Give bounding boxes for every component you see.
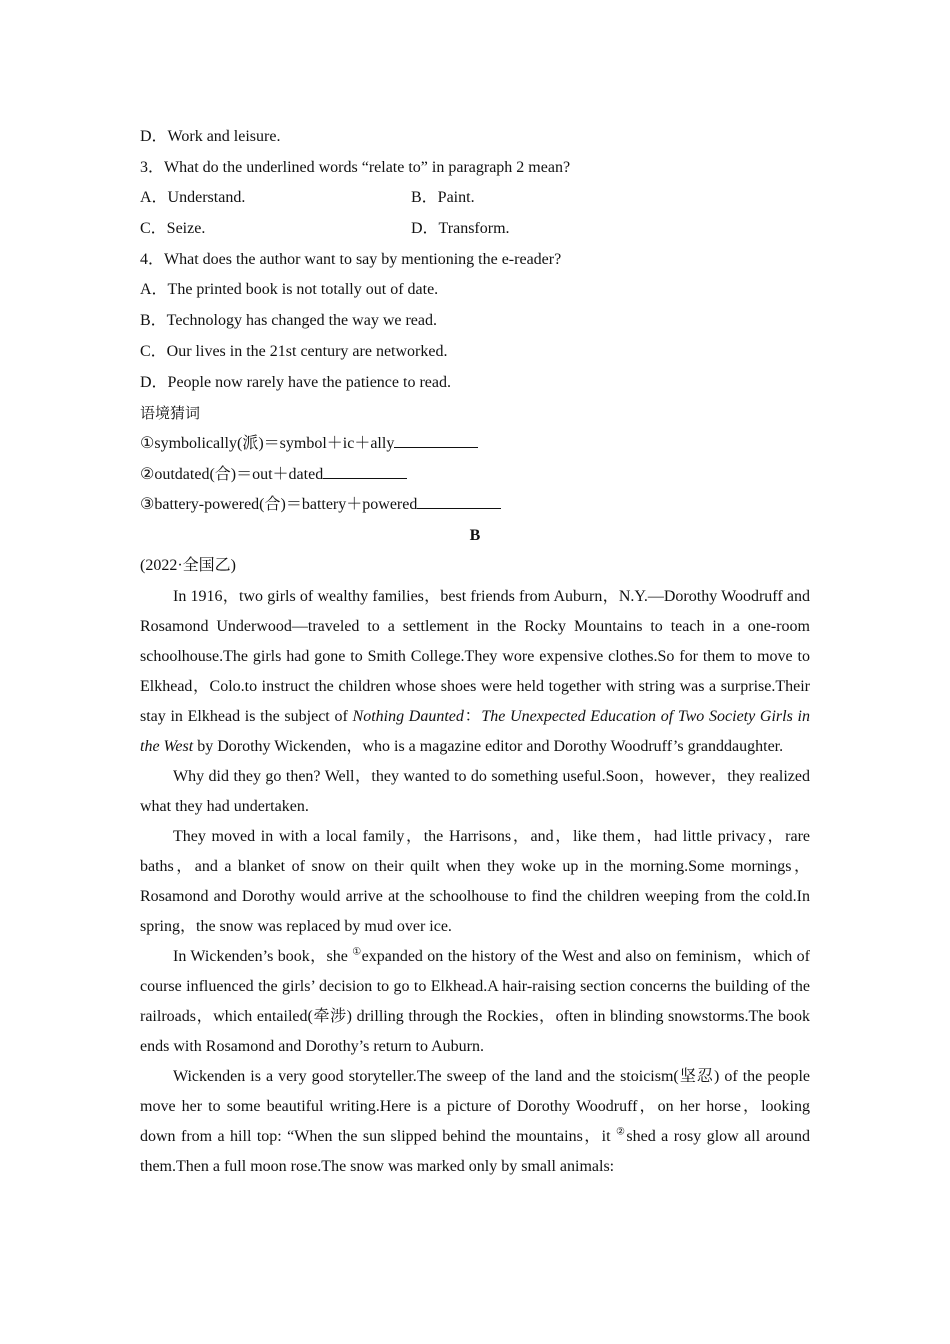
- paragraph-1: [140, 582, 810, 762]
- paragraph-text: In 1916，two girls of wealthy families，best friends from Auburn，N.Y.—Dorothy Woodruff and Rosamond Underwood—traveled to a settlement in the Rocky Mountains to teach in a one-room schoolhouse.The girls had gone to Smith College.They wore expensive clothes.So for them to move to Elkhead，Colo.to instruct the children whose shoes were held together with string was a surprise.Their stay in Elkhead is the subject of: [140, 587, 810, 725]
- q2-option-d: D．Work and leisure.: [140, 128, 281, 145]
- q4-option-b: B．Technology has changed the way we read.: [140, 312, 438, 330]
- paragraph-text: expanded on the history of the West and also on feminism，which of course influenced the girls’ decision to go to Elkhead.A hair-raising section concerns the building of the railroads，which entailed(牵涉) drilling through the Rockies，often in blinding snowstorms.The book ends with Rosamond and Dorothy’s return to Auburn.: [140, 947, 810, 1055]
- book-title: Nothing Daunted: [352, 707, 464, 725]
- answer-blank: [323, 460, 407, 479]
- paragraph-5: [140, 1062, 810, 1182]
- vocab-item-2: [140, 460, 810, 491]
- punctuation: ：: [463, 707, 482, 725]
- q4-option-a: A．The printed book is not totally out of date.: [140, 281, 439, 299]
- q3-options-row-2: [140, 214, 810, 245]
- vocab-heading: 语境猜词: [140, 404, 201, 423]
- q3-option-c: C．Seize.: [140, 220, 206, 238]
- document-page: [140, 122, 810, 1182]
- paragraph-text: by Dorothy Wickenden，who is a magazine editor and Dorothy Woodruff’s granddaughter.: [193, 737, 784, 755]
- q3-stem: 3．What do the underlined words “relate to” in paragraph 2 mean?: [140, 158, 571, 176]
- vocab-item-1: [140, 429, 810, 460]
- q3-options-row-1: [140, 183, 810, 214]
- vocab-item-3: [140, 490, 810, 521]
- vocab-item-text: ②outdated(合)＝out＋dated: [140, 465, 324, 483]
- book-subtitle: The Unexpected Education of Two Society Girls in the West: [140, 707, 810, 755]
- paragraph-2: Why did they go then? Well，they wanted to do something useful.Soon，however，they realized what they had undertaken.: [140, 767, 810, 815]
- q4-option-c: C．Our lives in the 21st century are networked.: [140, 342, 448, 360]
- answer-blank: [394, 429, 478, 448]
- q3-option-d: D．Transform.: [411, 220, 510, 238]
- q4-option-d: D．People now rarely have the patience to read.: [140, 373, 451, 391]
- paragraph-text: Wickenden is a very good storyteller.The sweep of the land and the stoicism(坚忍) of the people move her to some beautiful writing.Here is a picture of Dorothy Woodruff，on her horse，looking down from a hill top: “When the sun slipped behind the mountains，it: [140, 1067, 811, 1145]
- vocab-item-text: ①symbolically(派)＝symbol＋ic＋ally: [140, 434, 395, 452]
- q3-option-a: A．Understand.: [140, 189, 246, 207]
- paragraph-text: shed a rosy glow all around them.Then a full moon rose.The snow was marked only by small animals:: [140, 1127, 811, 1175]
- passage-source: (2022·全国乙): [140, 556, 236, 574]
- vocab-item-text: ③battery-powered(合)＝battery＋powered: [140, 496, 418, 514]
- answer-blank: [417, 490, 501, 509]
- q4-stem: 4．What does the author want to say by mentioning the e-reader?: [140, 250, 562, 268]
- annotation-marker: ①: [352, 946, 362, 958]
- annotation-marker: ②: [616, 1126, 627, 1138]
- paragraph-3: They moved in with a local family，the Harrisons，and，like them，had little privacy，rare baths，and a blanket of snow on their quilt when they woke up in the morning.Some mornings，Rosamond and Dorothy would arrive at the schoolhouse to find the children weeping from the cold.In spring，the snow was replaced by mud over ice.: [140, 827, 811, 935]
- section-heading: B: [469, 526, 481, 544]
- q3-option-b: B．Paint.: [411, 189, 475, 207]
- paragraph-4: [140, 942, 810, 1062]
- paragraph-text: In Wickenden’s book，she: [173, 947, 353, 965]
